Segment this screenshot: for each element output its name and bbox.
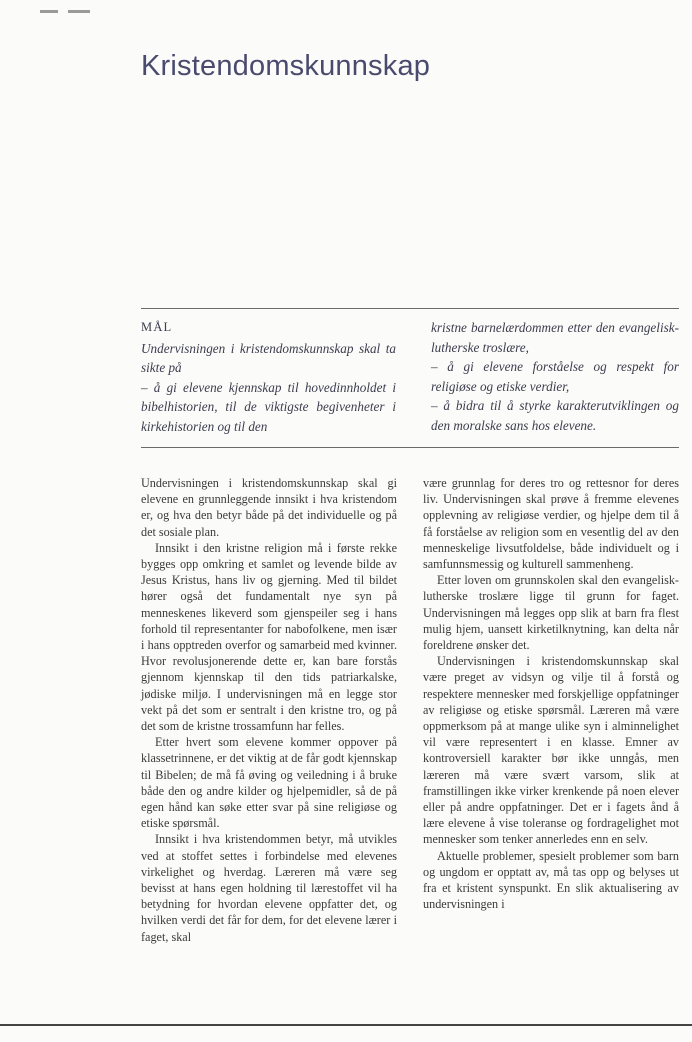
goal-item-1-part-2: kristne barnelærdommen etter den evangelisk-lutherske troslære, [431,320,679,355]
goal-item-3: – å bidra til å styrke karakterutviklingen og den moralske sans hos elevene. [431,398,679,433]
goals-column-left [141,318,396,437]
goals-bottom-divider [141,447,679,448]
goals-intro: Undervisningen i kristendomskunnskap skal ta sikte på [141,340,396,376]
body-paragraph: Innsikt i hva kristendommen betyr, må utvikles ved at stoffet settes i forbindelse med elevenes virkelighet og hverdag. Læreren må være seg bevisst at hans egen holdning til lærestoffet vil ha betydning for hvordan elevene oppfatter det, og hvilken verdi det får for dem, for det elevene lærer i faget, skal [141,832,397,944]
body-paragraph: være grunnlag for deres tro og rettesnor for deres liv. Undervisningen skal prøve å fremme elevenes opplevning av religiøse verdier, og hjelpe dem til å få forståelse av religion som en vesentlig del av den menneskelige livsutfoldelse, både individuelt og i samfunnsmessig og kulturell sammenheng. [423,476,679,572]
body-paragraph: Innsikt i den kristne religion må i første rekke bygges opp omkring et samlet og levende bilde av Jesus Kristus, hans liv og gjerning. Med til bildet hører også det fundamentalt nye syn på menneskenes likeverd som gjenspeiler seg i hans forhold til representanter for nabofolkene, men især i hans opptreden overfor og samarbeid med kvinner. Hvor revolusjonerende dette er, kan bare forstås gjennom kjennskap til den tids patriarkalske, jødiske miljø. I undervisningen må en legge stor vekt på det som er sentralt i den kristne tro, og på det som de kristne trossamfunn har felles. [141,540,397,734]
goal-item-1-part-1: – å gi elevene kjennskap til hovedinnholdet i bibelhistorien, til de viktigste begivenheter i kirkehistorien og til den [141,379,396,434]
page-bottom-border [0,1024,692,1026]
goals-column-right [431,318,679,437]
goal-item-2: – å gi elevene forståelse og respekt for religiøse og etiske verdier, [431,359,679,394]
page-title: Kristendomskunnskap [141,50,431,82]
body-column-right [423,475,679,945]
body-paragraph: Undervisningen i kristendomskunnskap skal gi elevene en grunnleggende innsikt i hva kristendom er, og hva den betyr både på det individuelle og på det sosiale plan. [141,476,397,539]
body-column-left [141,475,397,945]
goals-section [141,318,679,437]
goals-top-divider [141,308,679,309]
body-paragraph: Aktuelle problemer, spesielt problemer som barn og ungdom er opptatt av, må tas opp og belyses ut fra et kristent synspunkt. En slik aktualisering av undervisningen i [423,848,679,912]
body-paragraph: Etter hvert som elevene kommer oppover på klassetrinnene, er det viktig at de får godt kjennskap til Bibelen; de må få øving og veiledning i å bruke både den og andre kilder og hjelpemidler, så de på egen hånd kan søke etter svar på sine religiøse og etiske spørsmål. [141,735,397,831]
body-text [141,475,679,945]
page-edge-marks [40,0,120,4]
body-paragraph: Etter loven om grunnskolen skal den evangelisk-lutherske troslære ligge til grunn for faget. Undervisningen må legges opp slik at barn fra flest mulig hjem, uansett kirketilknytning, kan delta når foreldrene ønsker det. [423,573,679,653]
body-paragraph: Undervisningen i kristendomskunnskap skal være preget av vidsyn og vilje til å forstå og respektere mennesker med forskjellige oppfatninger av religiøse og etiske spørsmål. Læreren må være oppmerksom på at mange ulike syn i alminnelighet vil være representert i en klasse. Emner av kontroversiell karakter bør ikke unngås, men læreren må være svært varsom, slik at framstillingen ikke virker krenkende på noen elever eller på andre oppfatninger. Det er i fagets ånd å lære elevene å vise toleranse og fordragelighet mot mennesker som tenker annerledes enn en selv. [423,654,679,847]
goals-heading: MÅL [141,320,173,334]
